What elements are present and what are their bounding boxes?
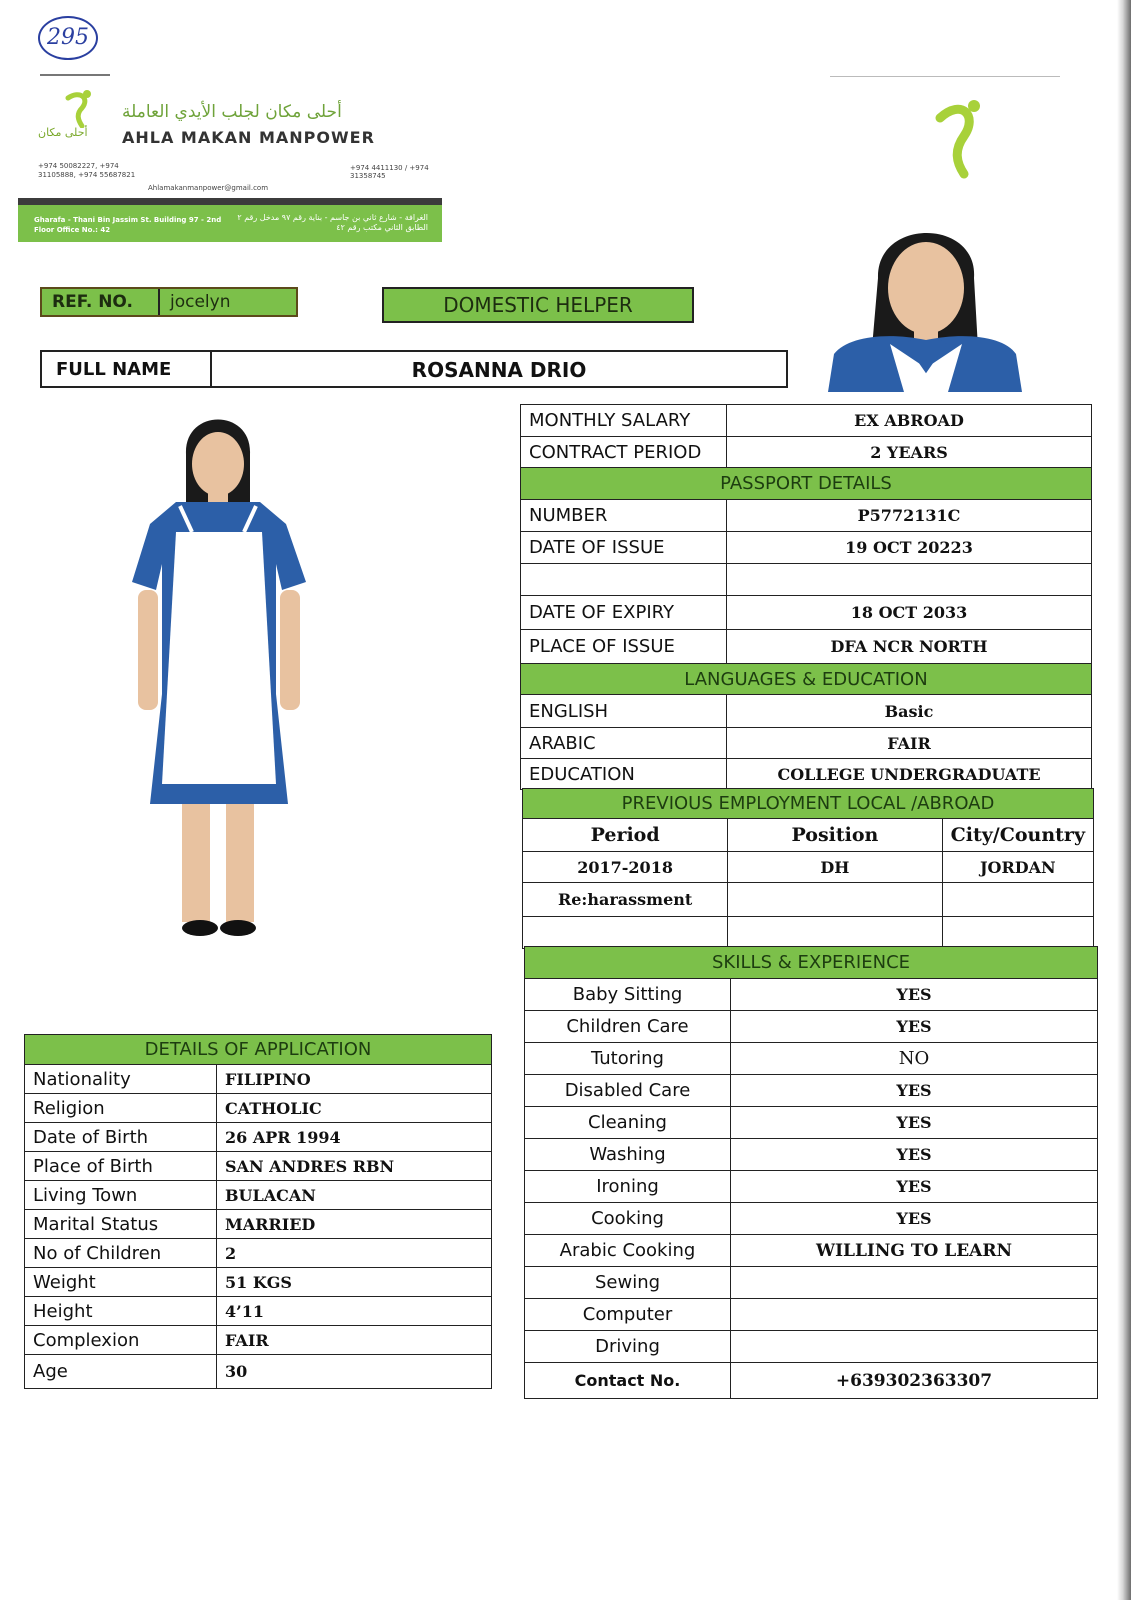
empty-cell	[728, 917, 942, 949]
application-value: FAIR	[217, 1326, 492, 1355]
skill-value	[731, 1331, 1098, 1363]
ref-divider	[158, 289, 160, 315]
languages-header: LANGUAGES & EDUCATION	[521, 664, 1092, 695]
application-label: No of Children	[25, 1239, 217, 1268]
contract-period-label: CONTRACT PERIOD	[521, 437, 727, 468]
company-header	[18, 88, 442, 248]
empty-cell	[727, 564, 1092, 596]
application-table	[24, 1034, 492, 1389]
skills-table	[524, 946, 1098, 1399]
ref-value: jocelyn	[170, 292, 231, 312]
issue-date-value: 19 OCT 20223	[727, 532, 1092, 564]
empty-cell	[728, 883, 942, 917]
details-table	[520, 404, 1092, 790]
passport-number-value: P5772131C	[727, 500, 1092, 532]
full-name-box	[40, 350, 788, 388]
skill-label: Cleaning	[525, 1107, 731, 1139]
expiry-date-label: DATE OF EXPIRY	[521, 596, 727, 630]
empty-cell	[521, 564, 727, 596]
employment-note: Re:harassment	[523, 883, 728, 917]
passport-header: PASSPORT DETAILS	[521, 468, 1092, 500]
employment-position: DH	[728, 852, 942, 883]
application-value: 51 KGS	[217, 1268, 492, 1297]
skills-header: SKILLS & EXPERIENCE	[525, 947, 1098, 979]
english-label: ENGLISH	[521, 695, 727, 728]
employment-header: PREVIOUS EMPLOYMENT LOCAL /ABROAD	[523, 789, 1094, 819]
column-city-country: City/Country	[942, 819, 1093, 852]
position-title: DOMESTIC HELPER	[382, 287, 694, 323]
logo-caption: أحلى مكان	[38, 126, 88, 139]
employment-city: JORDAN	[942, 852, 1093, 883]
company-english-name: AHLA MAKAN MANPOWER	[122, 128, 375, 147]
arabic-value: FAIR	[727, 728, 1092, 759]
ref-number-box	[40, 287, 298, 317]
skill-label: Baby Sitting	[525, 979, 731, 1011]
application-value: 2	[217, 1239, 492, 1268]
application-label: Height	[25, 1297, 217, 1326]
place-of-issue-value: DFA NCR NORTH	[727, 630, 1092, 664]
application-value: BULACAN	[217, 1181, 492, 1210]
column-position: Position	[728, 819, 942, 852]
application-value: FILIPINO	[217, 1065, 492, 1094]
full-body-photo	[126, 414, 312, 954]
skill-label: Ironing	[525, 1171, 731, 1203]
full-name-value: ROSANNA DRIO	[411, 358, 587, 382]
application-label: Age	[25, 1355, 217, 1389]
skill-value: YES	[731, 1171, 1098, 1203]
skill-label: Washing	[525, 1139, 731, 1171]
skill-value	[731, 1267, 1098, 1299]
application-label: Place of Birth	[25, 1152, 217, 1181]
application-label: Religion	[25, 1094, 217, 1123]
skill-value: YES	[731, 1139, 1098, 1171]
skill-label: Arabic Cooking	[525, 1235, 731, 1267]
address-bar	[18, 198, 442, 242]
application-value: CATHOLIC	[217, 1094, 492, 1123]
skill-label: Sewing	[525, 1267, 731, 1299]
divider-line	[40, 74, 110, 76]
portrait-photo	[828, 198, 1022, 392]
skill-label: Driving	[525, 1331, 731, 1363]
column-period: Period	[523, 819, 728, 852]
application-value: 4’11	[217, 1297, 492, 1326]
arabic-label: ARABIC	[521, 728, 727, 759]
company-logo-icon	[60, 88, 100, 128]
application-label: Nationality	[25, 1065, 217, 1094]
empty-cell	[942, 883, 1093, 917]
application-label: Marital Status	[25, 1210, 217, 1239]
skill-value: YES	[731, 1203, 1098, 1235]
divider-line	[830, 76, 1060, 77]
empty-cell	[523, 917, 728, 949]
company-arabic-name: أحلى مكان لجلب الأيدي العاملة	[122, 102, 342, 122]
skill-value: NO	[731, 1043, 1098, 1075]
contract-period-value: 2 YEARS	[727, 437, 1092, 468]
application-value: 26 APR 1994	[217, 1123, 492, 1152]
full-name-label: FULL NAME	[56, 359, 172, 380]
address-english: Gharafa - Thani Bin Jassim St. Building 97 - 2nd Floor Office No.: 42	[34, 216, 222, 234]
skill-label: Disabled Care	[525, 1075, 731, 1107]
education-label: EDUCATION	[521, 759, 727, 790]
application-label: Living Town	[25, 1181, 217, 1210]
application-label: Weight	[25, 1268, 217, 1297]
skill-value	[731, 1299, 1098, 1331]
skill-value: YES	[731, 979, 1098, 1011]
address-arabic: الغرافة - شارع ثاني بن جاسم - بناية رقم ٩٧ مدخل رقم ٢ الطابق الثاني مكتب رقم ٤٢	[237, 213, 428, 232]
skill-value: YES	[731, 1075, 1098, 1107]
application-value: 30	[217, 1355, 492, 1389]
application-header: DETAILS OF APPLICATION	[25, 1035, 492, 1065]
passport-number-label: NUMBER	[521, 500, 727, 532]
education-value: COLLEGE UNDERGRADUATE	[727, 759, 1092, 790]
issue-date-label: DATE OF ISSUE	[521, 532, 727, 564]
application-label: Complexion	[25, 1326, 217, 1355]
page-number: 295	[38, 16, 98, 60]
employment-table	[522, 788, 1094, 949]
expiry-date-value: 18 OCT 2033	[727, 596, 1092, 630]
skill-value: YES	[731, 1107, 1098, 1139]
skill-label: Children Care	[525, 1011, 731, 1043]
place-of-issue-label: PLACE OF ISSUE	[521, 630, 727, 664]
salary-label: MONTHLY SALARY	[521, 405, 727, 437]
company-email: Ahlamakanmanpower@gmail.com	[148, 184, 269, 192]
contact-label: Contact No.	[525, 1363, 731, 1399]
skill-value: YES	[731, 1011, 1098, 1043]
logo-icon	[934, 96, 986, 180]
contact-value: +639302363307	[731, 1363, 1098, 1399]
salary-value: EX ABROAD	[727, 405, 1092, 437]
scan-edge-right	[1117, 0, 1131, 1600]
application-value: SAN ANDRES RBN	[217, 1152, 492, 1181]
application-value: MARRIED	[217, 1210, 492, 1239]
employment-period: 2017-2018	[523, 852, 728, 883]
company-phones-right: +974 4411130 / +974 31358745	[350, 164, 429, 180]
skill-label: Cooking	[525, 1203, 731, 1235]
skill-value: WILLING TO LEARN	[731, 1235, 1098, 1267]
ref-label: REF. NO.	[52, 292, 133, 312]
english-value: Basic	[727, 695, 1092, 728]
skill-label: Tutoring	[525, 1043, 731, 1075]
company-phones-left: +974 50082227, +974 31105888, +974 55687821	[38, 162, 136, 179]
application-label: Date of Birth	[25, 1123, 217, 1152]
empty-cell	[942, 917, 1093, 949]
skill-label: Computer	[525, 1299, 731, 1331]
